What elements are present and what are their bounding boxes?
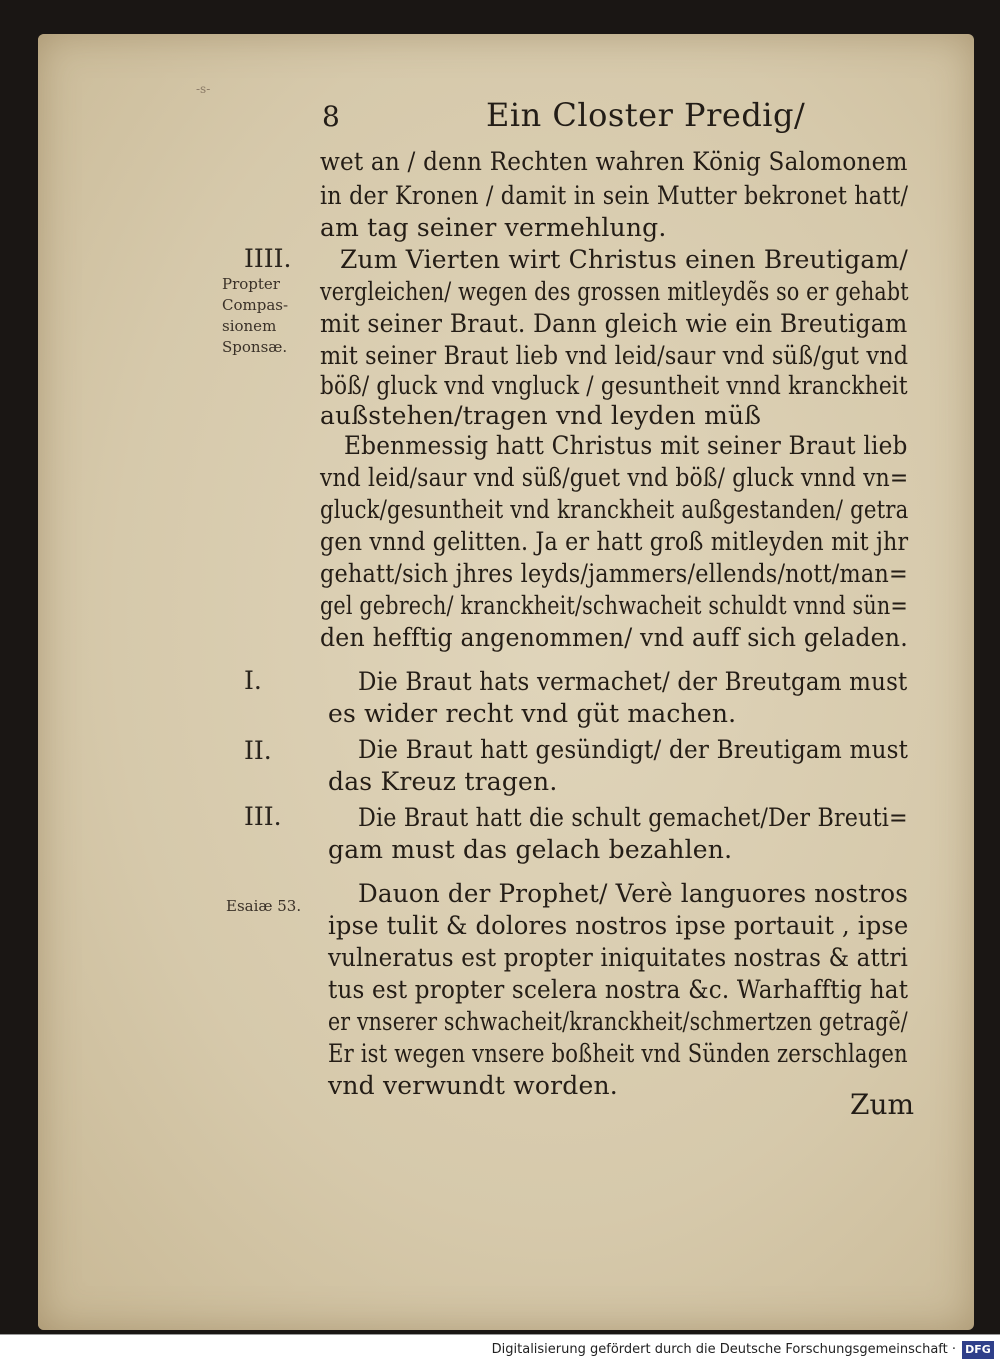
text-line: gluck/gesuntheit vnd kranckheit außgestanden/ getra <box>320 495 909 524</box>
funding-notice: Digitalisierung gefördert durch die Deutsche Forschungsgemeinschaft · <box>491 1342 956 1357</box>
text-line: Die Braut hatt gesündigt/ der Breutigam must <box>358 735 909 764</box>
side-note-line: Compas- <box>222 296 289 314</box>
text-line: Die Braut hatt die schult gemachet/Der Breuti= <box>358 803 908 832</box>
text-line: gehatt/sich jhres leyds/jammers/ellends/nott/man= <box>320 559 908 588</box>
running-title: Ein Closter Predig/ <box>486 96 806 134</box>
text-line: tus est propter scelera nostra &c. Warhafftig hat <box>328 975 909 1004</box>
footer-bar <box>0 1334 1000 1365</box>
text-line: es wider recht vnd güt machen. <box>328 699 737 728</box>
text-line: Zum Vierten wirt Christus einen Breutigam/ <box>340 245 908 274</box>
text-line: vnd verwundt worden. <box>328 1071 618 1100</box>
text-line: gel gebrech/ kranckheit/schwacheit schuldt vnnd sün= <box>320 591 908 620</box>
section-number-iii: III. <box>244 802 282 831</box>
text-line: den hefftig angenommen/ vnd auff sich geladen. <box>320 623 908 652</box>
text-line: Er ist wegen vnsere boßheit vnd Sünden zerschlagen <box>328 1039 908 1068</box>
page-number: 8 <box>322 100 340 133</box>
section-number-i: I. <box>244 666 262 695</box>
text-line: Ebenmessig hatt Christus mit seiner Braut lieb <box>344 431 908 460</box>
text-line: ipse tulit & dolores nostros ipse portauit , ipse <box>328 911 909 940</box>
text-line: außstehen/tragen vnd leyden müß <box>320 401 762 430</box>
side-note-propter <box>222 274 288 358</box>
text-line: am tag seiner vermehlung. <box>320 213 667 242</box>
text-line: gen vnnd gelitten. Ja er hatt groß mitleyden mit jhr <box>320 527 909 556</box>
text-line: Die Braut hats vermachet/ der Breutgam must <box>358 667 908 696</box>
side-note-line: Sponsæ. <box>222 338 288 356</box>
text-line: vnd leid/saur vnd süß/guet vnd böß/ gluck vnnd vn= <box>320 463 909 492</box>
text-line: er vnserer schwacheit/kranckheit/schmertzen getragẽ/ <box>328 1007 908 1036</box>
text-line: vergleichen/ wegen des grossen mitleydẽs so er gehabt <box>320 277 909 306</box>
side-note-line: Propter <box>222 275 280 293</box>
text-line: vulneratus est propter iniquitates nostras & attri <box>328 943 909 972</box>
text-line: wet an / denn Rechten wahren König Salomonem <box>320 147 908 176</box>
text-line: gam must das gelach bezahlen. <box>328 835 733 864</box>
text-line: mit seiner Braut lieb vnd leid/saur vnd süß/gut vnd <box>320 341 909 370</box>
section-number-iiii: IIII. <box>244 244 292 273</box>
text-line: mit seiner Braut. Dann gleich wie ein Breutigam <box>320 309 908 338</box>
dfg-logo-icon: DFG <box>962 1341 994 1359</box>
text-line: in der Kronen / damit in sein Mutter bekronet hatt/ <box>320 181 909 210</box>
text-line: Dauon der Prophet/ Verè languores nostros <box>358 879 909 908</box>
text-line: das Kreuz tragen. <box>328 767 558 796</box>
section-number-ii: II. <box>244 736 272 765</box>
catchword: Zum <box>850 1088 915 1121</box>
text-line: böß/ gluck vnd vngluck / gesuntheit vnnd kranckheit <box>320 371 908 400</box>
side-note-esaiae: Esaiæ 53. <box>226 897 302 915</box>
margin-mark: -s- <box>196 82 211 96</box>
side-note-line: sionem <box>222 317 277 335</box>
